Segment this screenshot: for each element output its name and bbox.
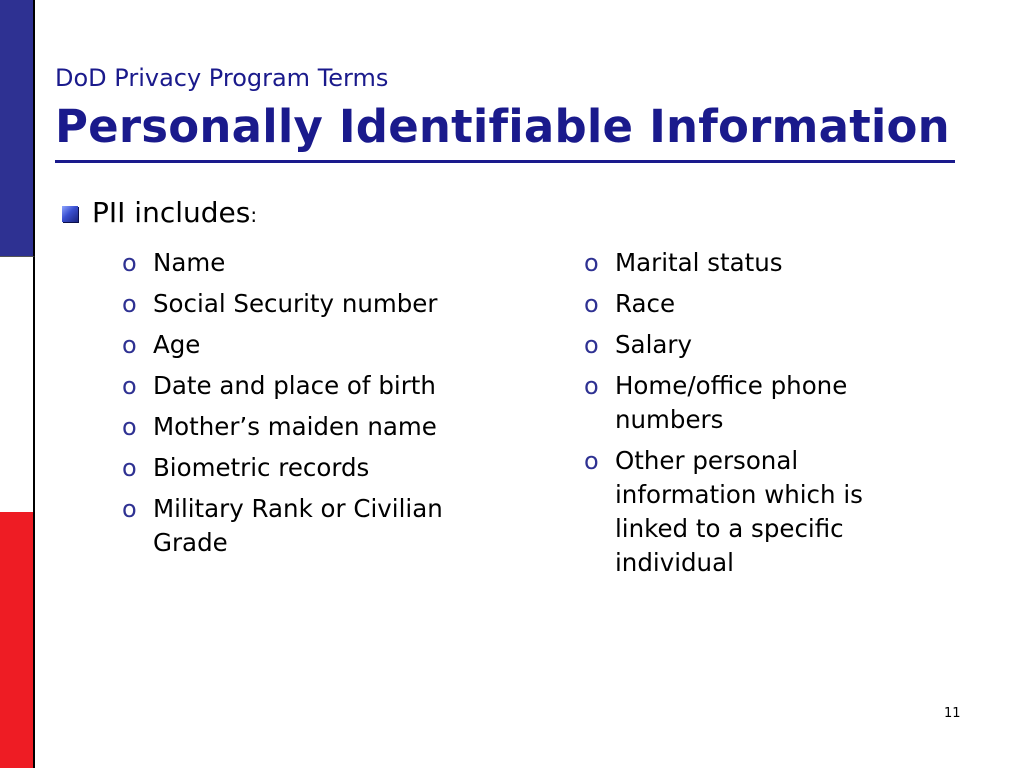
list-item [122,328,522,362]
list-item-text: Marital status [615,248,783,277]
flag-stripe-red [0,512,35,768]
list-item-text: Other personal information which is linked to a specific individual [615,446,863,577]
intro-text [92,196,257,229]
list-item-text: Biometric records [153,453,370,482]
intro-colon: : [250,203,258,227]
list-item [584,328,904,362]
list-item-text: Social Security number [153,289,438,318]
list-item [584,287,904,321]
bullet-marker: o [584,290,599,318]
list-item-text: Home/office phone numbers [615,371,848,434]
list-item-text: Military Rank or Civilian Grade [153,494,443,557]
list-item-text: Age [153,330,201,359]
list-item-text: Date and place of birth [153,371,436,400]
flag-stripe-blue [0,0,35,256]
list-item-text: Name [153,248,226,277]
intro-bullet [62,196,257,229]
bullet-marker: o [122,454,137,482]
square-bullet-icon [62,206,78,222]
bullet-marker: o [122,495,137,523]
list-item-text: Race [615,289,676,318]
list-item [584,246,904,280]
slide-subtitle: DoD Privacy Program Terms [55,64,389,92]
list-item [122,451,522,485]
slide-title: Personally Identifiable Information [55,100,950,153]
list-item [122,287,522,321]
list-item [122,369,522,403]
left-bullet-list [122,246,522,567]
list-item [122,410,522,444]
title-divider [55,160,955,163]
right-bullet-list [584,246,904,587]
bullet-marker: o [122,331,137,359]
bullet-marker: o [584,447,599,475]
bullet-marker: o [122,249,137,277]
bullet-marker: o [122,290,137,318]
list-item [584,369,904,437]
bullet-marker: o [584,249,599,277]
list-item [584,444,904,580]
list-item-text: Mother’s maiden name [153,412,437,441]
page-number: 11 [944,706,961,721]
bullet-marker: o [122,372,137,400]
bullet-marker: o [584,331,599,359]
list-item-text: Salary [615,330,692,359]
bullet-marker: o [122,413,137,441]
bullet-marker: o [584,372,599,400]
list-item [122,492,522,560]
intro-label: PII includes [92,196,251,229]
list-item [122,246,522,280]
flag-stripe-white [0,256,35,513]
